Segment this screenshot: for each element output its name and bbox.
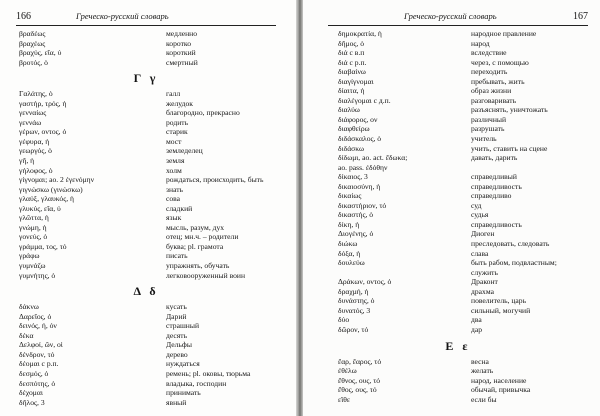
russian-translation: различный [471, 114, 507, 124]
dictionary-entry [16, 89, 276, 99]
dictionary-entry [328, 144, 588, 154]
russian-translation: быть рабом, подвластным; [471, 258, 557, 268]
running-title: Греческо-русский словарь [76, 11, 169, 21]
dictionary-entry [16, 359, 276, 369]
greek-headword: διά с р.п. [338, 57, 367, 67]
greek-headword: δέκα [19, 330, 34, 340]
page-number: 166 [16, 11, 31, 22]
greek-headword: δέχομαι [19, 388, 43, 398]
russian-translation: желать [471, 366, 494, 376]
russian-translation: явный [166, 397, 187, 407]
dictionary-entry [328, 115, 588, 125]
greek-headword: δικαιοσύνη, ἡ [338, 181, 381, 191]
greek-headword: δίδωμι, ао. act. ἔδωκα; [338, 153, 408, 163]
russian-translation: мысль, разум, дух [166, 222, 225, 232]
greek-headword: δένδρον, τό [19, 349, 55, 359]
letter-heading: Γ γ [133, 71, 159, 86]
greek-headword: διαγίγνομαι [338, 76, 374, 86]
greek-headword: γλῶττα, ἡ [19, 213, 49, 223]
greek-headword: δάκνω [19, 302, 39, 312]
dictionary-entry [16, 146, 276, 156]
greek-headword: ао. pass. ἐδόθην [338, 162, 388, 172]
dictionary-entry [328, 385, 588, 395]
russian-translation: нуждаться [166, 359, 200, 369]
dictionary-entry [16, 302, 276, 312]
dictionary-entry [16, 118, 276, 128]
dictionary-entry [16, 156, 276, 166]
dictionary-entry [328, 172, 588, 182]
dictionary-entry [328, 163, 588, 173]
russian-translation: владыка, господин [166, 378, 227, 388]
russian-translation: через, с помощью [471, 57, 529, 67]
russian-translation: народ, население [471, 375, 527, 385]
dictionary-entry [328, 77, 588, 87]
greek-headword: γλαύξ, γλαυκός, ἡ [19, 194, 74, 204]
russian-translation: Драконт [471, 277, 498, 287]
dictionary-entry [328, 210, 588, 220]
greek-headword: διαλύω [338, 105, 360, 115]
greek-headword: διαβαίνω [338, 67, 366, 77]
dictionary-entry [328, 268, 588, 278]
dictionary-entry [328, 96, 588, 106]
greek-headword: γίγνομαι; ао. 2 ἐγενόμην [19, 175, 95, 185]
greek-headword: γιγνώσκω (γινώσκω) [19, 184, 83, 194]
russian-translation: народное правление [471, 29, 537, 38]
dictionary-entry [328, 287, 588, 297]
russian-translation: справедливо [471, 191, 512, 201]
greek-headword: βραχύς, εῖα, ύ [19, 48, 62, 58]
russian-translation: повелитель, царь [471, 296, 527, 306]
russian-translation: слава [471, 248, 489, 258]
dictionary-entry [16, 398, 276, 408]
dictionary-entry [328, 182, 588, 192]
left-page [0, 0, 296, 416]
greek-headword: εἴθε [338, 394, 351, 404]
greek-headword: δύο [338, 315, 350, 325]
greek-headword: γενναίως [19, 108, 47, 118]
russian-translation: мост [166, 136, 182, 146]
greek-headword: βραδέως [19, 29, 46, 38]
dictionary-entry [328, 315, 588, 325]
dictionary-entry [328, 229, 588, 239]
russian-translation: благородно, прекрасно [166, 108, 240, 118]
russian-translation: смертный [166, 57, 198, 67]
dictionary-entry [328, 395, 588, 405]
russian-translation: вследствие [471, 48, 507, 58]
greek-headword: γράμμα, τος, τό [19, 241, 67, 251]
dictionary-entry [328, 249, 588, 259]
dictionary-entry [16, 321, 276, 331]
dictionary-entry [16, 242, 276, 252]
dictionary-entry [16, 350, 276, 360]
running-title: Греческо-русский словарь [404, 11, 497, 21]
dictionary-entry [16, 48, 276, 58]
greek-headword: δυνατός, 3 [338, 305, 371, 315]
dictionary-entry [16, 232, 276, 242]
russian-translation: давать, дарить [471, 153, 518, 163]
greek-headword: βραχέως [19, 38, 46, 48]
dictionary-entry [328, 306, 588, 316]
greek-headword: γυμνάζω [19, 261, 46, 271]
russian-translation: учить, ставить на сцене [471, 143, 548, 153]
russian-translation: отец; мн.ч. – родители [166, 232, 239, 242]
dictionary-entry [328, 277, 588, 287]
greek-headword: δικαστήριον, τό [338, 200, 387, 210]
russian-translation: желудок [166, 98, 193, 108]
greek-headword: δουλεύω [338, 258, 365, 268]
russian-translation: справедливость [471, 219, 522, 229]
greek-headword: γέρων, οντος, ὁ [19, 127, 67, 137]
greek-headword: γονεύς, ὁ [19, 232, 48, 242]
dictionary-entry [16, 29, 276, 39]
dictionary-entry [16, 213, 276, 223]
dictionary-entry [16, 251, 276, 261]
dictionary-entry [328, 258, 588, 268]
greek-headword: δικαίως [338, 191, 362, 201]
greek-headword: γυμνήτης, ὁ [19, 270, 56, 280]
greek-headword: δικαστής, ὁ [338, 210, 374, 220]
dictionary-entry [16, 388, 276, 398]
greek-headword: γαστήρ, τρός, ἡ [19, 98, 67, 108]
greek-headword: γῆ, ἡ [19, 156, 35, 166]
dictionary-entry [16, 175, 276, 185]
russian-translation: сладкий [166, 203, 193, 213]
dictionary-entry [328, 67, 588, 77]
russian-translation: разговаривать [471, 95, 517, 105]
greek-headword: Δαρεῖος, ὁ [19, 311, 52, 321]
russian-translation: разъяснять, уничтожать [471, 105, 548, 115]
greek-headword: Διογένης, ὁ [338, 229, 374, 239]
russian-translation: справедливый [471, 172, 517, 182]
greek-headword: διώκω [338, 239, 358, 249]
right-entries [328, 29, 588, 404]
dictionary-entry [16, 204, 276, 214]
dictionary-entry [16, 39, 276, 49]
dictionary-entry [328, 86, 588, 96]
russian-translation: галл [166, 89, 181, 99]
greek-headword: διάφορος, ον [338, 114, 378, 124]
russian-translation: суд [471, 200, 482, 210]
greek-headword: δίαιτα, ἡ [338, 86, 365, 96]
russian-translation: сильный, могучий [471, 305, 531, 315]
greek-headword: δημοκρατία, ἡ [338, 29, 382, 38]
greek-headword: διδάσκω [338, 143, 365, 153]
russian-translation: если бы [471, 394, 497, 404]
greek-headword: διαλέγομαι с д.п. [338, 95, 391, 105]
greek-headword: ἔαρ, ἔαρος, τό [338, 356, 382, 366]
greek-headword: Δράκων, οντος, ὁ [338, 277, 392, 287]
dictionary-entry [328, 105, 588, 115]
dictionary-entry [16, 261, 276, 271]
greek-headword: δίκαιος, 3 [338, 172, 368, 182]
greek-headword: γράφω [19, 251, 40, 261]
russian-translation: преследовать, следовать [471, 239, 550, 249]
dictionary-entry [328, 376, 588, 386]
russian-translation: упражнять, обучать [166, 261, 230, 271]
greek-headword: ἐθέλω [338, 366, 357, 376]
greek-headword: διαφθείρω [338, 124, 370, 134]
dictionary-entry [16, 369, 276, 379]
greek-headword: γήλοφος, ὁ [19, 165, 53, 175]
dictionary-entry [328, 124, 588, 134]
dictionary-entry [16, 166, 276, 176]
dictionary-entry [328, 191, 588, 201]
russian-translation: драхма [471, 286, 494, 296]
greek-headword: Γαλάτης, ὁ [19, 89, 53, 99]
russian-translation: короткий [166, 48, 196, 58]
russian-translation: буква; pl. грамота [166, 241, 224, 251]
greek-headword: γεωργός, ὁ [19, 146, 52, 156]
greek-headword: διά с в.п [338, 48, 365, 58]
greek-headword: ἔθνος, ους, τό [338, 375, 381, 385]
greek-headword: δίκη, ἡ [338, 219, 360, 229]
dictionary-entry [16, 137, 276, 147]
greek-headword: δῆμος, ὁ [338, 38, 365, 48]
russian-translation: разрушать [471, 124, 505, 134]
russian-translation: образ жизни [471, 86, 512, 96]
russian-translation: служить [471, 267, 498, 277]
greek-headword: δεινός, ή, όν [19, 321, 57, 331]
dictionary-entry [16, 185, 276, 195]
dictionary-entry [16, 127, 276, 137]
russian-translation: земля [166, 156, 185, 166]
greek-headword: γλυκύς, εῖα, ύ [19, 203, 61, 213]
greek-headword: δόξα, ἡ [338, 248, 361, 258]
russian-translation: Дарий [166, 311, 187, 321]
russian-translation: судья [471, 210, 489, 220]
russian-translation: Дельфы [166, 340, 192, 350]
greek-headword: δυνάστης, ὁ [338, 296, 375, 306]
dictionary-entry [16, 312, 276, 322]
russian-translation: Диоген [471, 229, 495, 239]
russian-translation: народ [471, 38, 490, 48]
russian-translation: старик [166, 127, 188, 137]
russian-translation: пребывать, жить [471, 76, 525, 86]
russian-translation: легковооруженный воин [166, 270, 246, 280]
dictionary-entry [16, 58, 276, 68]
dictionary-entry [16, 108, 276, 118]
greek-headword: δῆλος, 3 [19, 397, 45, 407]
dictionary-entry [328, 39, 588, 49]
russian-translation: сова [166, 194, 181, 204]
dictionary-entry [16, 223, 276, 233]
russian-translation: страшный [166, 321, 200, 331]
russian-translation: десять [166, 330, 188, 340]
russian-translation: обычай, привычка [471, 385, 531, 395]
russian-translation: переходить [471, 67, 508, 77]
greek-headword: δραχμή, ἡ [338, 286, 369, 296]
right-page-header [328, 11, 588, 26]
dictionary-entry [328, 29, 588, 39]
dictionary-entry [16, 194, 276, 204]
dictionary-entry [328, 239, 588, 249]
dictionary-entry [328, 296, 588, 306]
dictionary-entry [16, 340, 276, 350]
greek-headword: δῶρον, τό [338, 324, 369, 334]
dictionary-entry [328, 220, 588, 230]
russian-translation: дерево [166, 349, 188, 359]
russian-translation: справедливость [471, 181, 522, 191]
dictionary-entry [16, 271, 276, 281]
russian-translation: учитель [471, 134, 497, 144]
dictionary-entry [328, 366, 588, 376]
russian-translation: писать [166, 251, 188, 261]
dictionary-entry [16, 331, 276, 341]
greek-headword: διδάσκαλος, ὁ [338, 134, 382, 144]
russian-translation: два [471, 315, 482, 325]
greek-headword: ἔθος, ους, τό [338, 385, 377, 395]
greek-headword: γέφυρα, ἡ [19, 136, 50, 146]
russian-translation: дар [471, 324, 483, 334]
right-page [303, 0, 600, 416]
letter-heading: Ε ε [445, 338, 471, 353]
dictionary-entry [328, 325, 588, 335]
dictionary-entry [16, 379, 276, 389]
dictionary-entry [328, 357, 588, 367]
greek-headword: γεννάω [19, 117, 42, 127]
dictionary-entry [328, 58, 588, 68]
left-page-header [16, 11, 276, 26]
book-gutter [296, 0, 303, 416]
russian-translation: родить [166, 117, 189, 127]
dictionary-entry [328, 48, 588, 58]
letter-heading: Δ δ [133, 284, 159, 299]
russian-translation: рождаться, происходить, быть [166, 175, 264, 185]
russian-translation: медленно [166, 29, 198, 38]
russian-translation: коротко [166, 38, 192, 48]
russian-translation: знать [166, 184, 184, 194]
russian-translation: принимать [166, 388, 201, 398]
dictionary-entry [16, 99, 276, 109]
page-number: 167 [573, 11, 588, 22]
russian-translation: язык [166, 213, 182, 223]
greek-headword: δεσμός, ὁ [19, 368, 49, 378]
dictionary-entry [328, 201, 588, 211]
russian-translation: кусать [166, 302, 187, 312]
greek-headword: γνώμη, ἡ [19, 222, 47, 232]
russian-translation: ремень; pl. оковы, тюрьма [166, 368, 251, 378]
dictionary-entry [328, 134, 588, 144]
greek-headword: Δελφοί, ῶν, οἱ [19, 340, 63, 350]
greek-headword: δεσπότης, ὁ [19, 378, 56, 388]
left-entries [16, 29, 276, 407]
greek-headword: δέομαι с р.п. [19, 359, 59, 369]
russian-translation: холм [166, 165, 182, 175]
dictionary-entry [328, 153, 588, 163]
greek-headword: βροτός, ὁ [19, 57, 48, 67]
russian-translation: земледелец [166, 146, 203, 156]
russian-translation: весна [471, 356, 489, 366]
